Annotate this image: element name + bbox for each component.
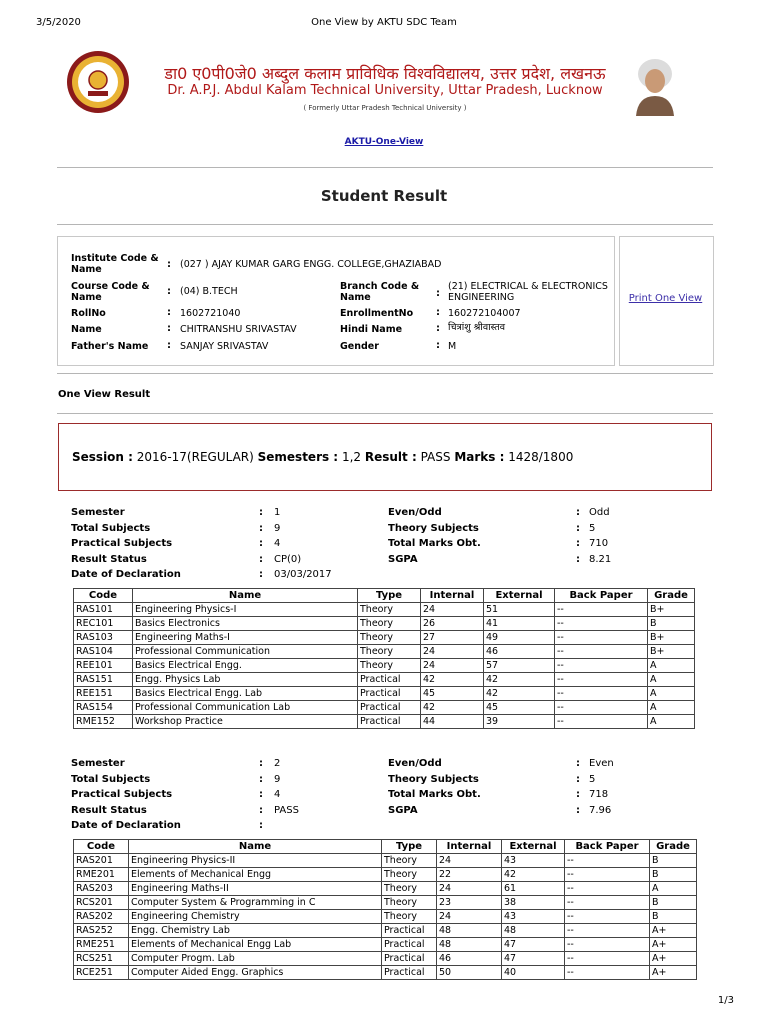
- table-row: [74, 701, 695, 715]
- table-cell: 39: [484, 715, 555, 729]
- divider: [57, 413, 713, 414]
- date-of-declaration-value: 03/03/2017: [274, 569, 332, 581]
- table-cell: RCE251: [74, 966, 129, 980]
- table-cell: 43: [502, 854, 565, 868]
- table-cell: 42: [421, 673, 484, 687]
- print-one-view-link[interactable]: Print One View: [628, 293, 703, 304]
- table-cell: Professional Communication Lab: [133, 701, 358, 715]
- even-odd-value: Odd: [589, 507, 610, 518]
- colon: :: [436, 288, 440, 299]
- table-cell: A: [648, 687, 695, 701]
- colon: :: [259, 507, 263, 518]
- table-header-row: [74, 589, 695, 603]
- table-cell: A+: [650, 924, 697, 938]
- hindi-name-value: चित्रांशु श्रीवास्तव: [448, 322, 505, 333]
- table-cell: Computer Progm. Lab: [129, 952, 382, 966]
- table-cell: --: [555, 715, 648, 729]
- theory-subjects-label: Theory Subjects: [388, 773, 479, 785]
- even-odd-value: Even: [589, 758, 614, 769]
- table-cell: A: [650, 882, 697, 896]
- colon: :: [576, 773, 580, 785]
- table-cell: --: [565, 952, 650, 966]
- colon: :: [576, 758, 580, 769]
- table-cell: RAS201: [74, 854, 129, 868]
- table-cell: --: [555, 617, 648, 631]
- sgpa-label: SGPA: [388, 804, 418, 816]
- table-cell: --: [565, 966, 650, 980]
- colon: :: [259, 553, 263, 565]
- gender-label: Gender: [340, 341, 379, 352]
- table-cell: 24: [421, 659, 484, 673]
- table-row: [74, 645, 695, 659]
- table-cell: 26: [421, 617, 484, 631]
- table-cell: --: [565, 868, 650, 882]
- column-header: Internal: [437, 840, 502, 854]
- table-cell: A+: [650, 938, 697, 952]
- table-row: [74, 631, 695, 645]
- table-row: [74, 924, 697, 938]
- table-cell: --: [555, 687, 648, 701]
- portrait-icon: [630, 54, 680, 116]
- table-cell: 24: [421, 603, 484, 617]
- column-header: Name: [133, 589, 358, 603]
- colon: :: [259, 538, 263, 550]
- semester-value: 2: [274, 758, 281, 769]
- table-cell: 41: [484, 617, 555, 631]
- table-cell: 48: [502, 924, 565, 938]
- table-cell: A: [648, 715, 695, 729]
- gender-value: M: [448, 341, 457, 352]
- table-cell: B: [650, 910, 697, 924]
- table-cell: --: [555, 701, 648, 715]
- table-cell: 47: [502, 952, 565, 966]
- marks-value: 1428/1800: [508, 450, 574, 464]
- total-marks-value: 718: [589, 789, 609, 801]
- table-cell: 22: [437, 868, 502, 882]
- table-cell: Theory: [382, 882, 437, 896]
- result-table: [73, 839, 697, 980]
- table-cell: A: [648, 701, 695, 715]
- table-cell: --: [555, 645, 648, 659]
- colon: :: [436, 307, 440, 318]
- print-title: One View by AKTU SDC Team: [311, 17, 457, 28]
- table-cell: 49: [484, 631, 555, 645]
- table-cell: --: [565, 896, 650, 910]
- table-cell: 45: [421, 687, 484, 701]
- colon: :: [576, 522, 580, 534]
- semesters-value: 1,2: [341, 450, 362, 464]
- name-label: Name: [71, 324, 102, 335]
- table-cell: RAS151: [74, 673, 133, 687]
- sgpa-value: 7.96: [589, 804, 612, 816]
- table-cell: 43: [502, 910, 565, 924]
- column-header: Type: [358, 589, 421, 603]
- colon: :: [259, 773, 263, 785]
- table-row: [74, 603, 695, 617]
- semester-value: 1: [274, 507, 281, 518]
- colon: :: [167, 307, 171, 318]
- table-cell: 46: [484, 645, 555, 659]
- table-cell: Engineering Physics-II: [129, 854, 382, 868]
- institute-label: Institute Code & Name: [71, 253, 159, 275]
- table-cell: Theory: [382, 868, 437, 882]
- enrollment-value: 160272104007: [448, 308, 521, 319]
- table-cell: --: [565, 882, 650, 896]
- table-cell: --: [565, 924, 650, 938]
- table-cell: --: [555, 631, 648, 645]
- colon: :: [167, 286, 171, 297]
- father-name-label: Father's Name: [71, 341, 149, 352]
- table-cell: Computer Aided Engg. Graphics: [129, 966, 382, 980]
- semesters-label: Semesters :: [257, 450, 339, 464]
- page-title: Student Result: [320, 187, 448, 205]
- column-header: Internal: [421, 589, 484, 603]
- table-cell: 42: [421, 701, 484, 715]
- column-header: Code: [74, 840, 129, 854]
- branch-value: (21) ELECTRICAL & ELECTRONICS ENGINEERING: [448, 281, 608, 303]
- colon: :: [576, 538, 580, 550]
- table-cell: Theory: [358, 645, 421, 659]
- table-cell: Practical: [382, 966, 437, 980]
- table-cell: 51: [484, 603, 555, 617]
- father-name-value: SANJAY SRIVASTAV: [180, 341, 269, 352]
- university-name-hindi: डा0 ए0पी0जे0 अब्दुल कलाम प्राविधिक विश्वविद्यालय, उत्तर प्रदेश, लखनऊ: [164, 64, 606, 83]
- table-cell: Practical: [358, 687, 421, 701]
- table-cell: Basics Electrical Engg. Lab: [133, 687, 358, 701]
- table-cell: --: [565, 938, 650, 952]
- table-cell: Theory: [358, 631, 421, 645]
- even-odd-label: Even/Odd: [388, 758, 442, 769]
- colon: :: [259, 789, 263, 801]
- table-cell: 50: [437, 966, 502, 980]
- marks-label: Marks :: [454, 450, 505, 464]
- column-header: Type: [382, 840, 437, 854]
- table-cell: A: [648, 659, 695, 673]
- table-row: [74, 687, 695, 701]
- table-cell: RAS203: [74, 882, 129, 896]
- table-cell: RME251: [74, 938, 129, 952]
- result-table: [73, 588, 695, 729]
- result-label: Result :: [364, 450, 417, 464]
- table-cell: B: [648, 617, 695, 631]
- result-value: PASS: [420, 450, 451, 464]
- table-cell: Theory: [382, 896, 437, 910]
- table-cell: B: [650, 896, 697, 910]
- table-cell: 42: [502, 868, 565, 882]
- result-status-value: CP(0): [274, 553, 302, 565]
- page-number: 1/3: [717, 995, 734, 1006]
- table-cell: RAS202: [74, 910, 129, 924]
- session-label: Session :: [72, 450, 133, 464]
- table-cell: A+: [650, 966, 697, 980]
- colon: :: [167, 323, 171, 334]
- table-row: [74, 715, 695, 729]
- colon: :: [576, 789, 580, 801]
- divider: [57, 167, 713, 168]
- column-header: Grade: [650, 840, 697, 854]
- table-cell: RCS251: [74, 952, 129, 966]
- colon: :: [259, 758, 263, 769]
- table-cell: Engg. Physics Lab: [133, 673, 358, 687]
- table-row: [74, 952, 697, 966]
- column-header: External: [502, 840, 565, 854]
- university-seal-icon: [66, 50, 130, 114]
- table-cell: 61: [502, 882, 565, 896]
- result-status-label: Result Status: [71, 804, 147, 816]
- table-cell: B: [650, 854, 697, 868]
- colon: :: [259, 522, 263, 534]
- table-cell: Professional Communication: [133, 645, 358, 659]
- table-cell: Practical: [358, 715, 421, 729]
- total-marks-value: 710: [589, 538, 609, 550]
- colon: :: [259, 569, 263, 581]
- column-header: Grade: [648, 589, 695, 603]
- divider: [57, 224, 713, 225]
- table-cell: A+: [650, 952, 697, 966]
- table-cell: REE151: [74, 687, 133, 701]
- table-cell: --: [555, 673, 648, 687]
- table-cell: 48: [437, 938, 502, 952]
- table-cell: 24: [437, 882, 502, 896]
- practical-subjects-value: 4: [274, 538, 281, 550]
- total-subjects-label: Total Subjects: [71, 522, 151, 534]
- colon: :: [259, 804, 263, 816]
- table-cell: Engineering Chemistry: [129, 910, 382, 924]
- sgpa-value: 8.21: [589, 553, 612, 565]
- date-of-declaration-label: Date of Declaration: [71, 569, 181, 581]
- table-row: [74, 910, 697, 924]
- table-cell: Theory: [358, 617, 421, 631]
- sgpa-label: SGPA: [388, 553, 418, 565]
- table-cell: A: [648, 673, 695, 687]
- table-row: [74, 673, 695, 687]
- table-cell: B+: [648, 645, 695, 659]
- table-cell: Elements of Mechanical Engg: [129, 868, 382, 882]
- session-summary: [72, 450, 573, 464]
- table-cell: Engineering Maths-I: [133, 631, 358, 645]
- table-cell: RAS101: [74, 603, 133, 617]
- column-header: External: [484, 589, 555, 603]
- table-row: [74, 896, 697, 910]
- table-cell: RAS103: [74, 631, 133, 645]
- table-cell: Theory: [358, 659, 421, 673]
- table-cell: Theory: [382, 854, 437, 868]
- course-value: (04) B.TECH: [180, 286, 238, 297]
- total-marks-label: Total Marks Obt.: [388, 789, 481, 801]
- table-cell: 24: [421, 645, 484, 659]
- colon: :: [167, 259, 171, 270]
- theory-subjects-value: 5: [589, 773, 596, 785]
- column-header: Back Paper: [555, 589, 648, 603]
- table-cell: RME152: [74, 715, 133, 729]
- table-cell: 46: [437, 952, 502, 966]
- rollno-label: RollNo: [71, 308, 106, 319]
- total-subjects-label: Total Subjects: [71, 773, 151, 785]
- table-cell: Practical: [382, 952, 437, 966]
- column-header: Name: [129, 840, 382, 854]
- colon: :: [576, 507, 580, 518]
- practical-subjects-label: Practical Subjects: [71, 538, 173, 550]
- even-odd-label: Even/Odd: [388, 507, 442, 518]
- date-of-declaration-label: Date of Declaration: [71, 820, 181, 832]
- table-row: [74, 882, 697, 896]
- session-value: 2016-17(REGULAR): [136, 450, 254, 464]
- semester-label: Semester: [71, 507, 125, 518]
- table-row: [74, 659, 695, 673]
- table-cell: RME201: [74, 868, 129, 882]
- hindi-name-label: Hindi Name: [340, 324, 403, 335]
- table-row: [74, 938, 697, 952]
- table-cell: 38: [502, 896, 565, 910]
- colon: :: [436, 340, 440, 351]
- table-cell: B+: [648, 603, 695, 617]
- table-cell: Engineering Physics-I: [133, 603, 358, 617]
- table-cell: --: [555, 659, 648, 673]
- theory-subjects-label: Theory Subjects: [388, 522, 479, 534]
- table-row: [74, 966, 697, 980]
- table-cell: Theory: [358, 603, 421, 617]
- divider: [57, 373, 713, 374]
- column-header: Code: [74, 589, 133, 603]
- table-cell: B+: [648, 631, 695, 645]
- practical-subjects-value: 4: [274, 789, 281, 801]
- university-name-english: Dr. A.P.J. Abdul Kalam Technical University, Uttar Pradesh, Lucknow: [167, 83, 603, 98]
- colon: :: [259, 820, 263, 832]
- aktu-one-view-link[interactable]: AKTU-One-View: [344, 137, 424, 147]
- table-cell: --: [565, 910, 650, 924]
- table-cell: 42: [484, 673, 555, 687]
- practical-subjects-label: Practical Subjects: [71, 789, 173, 801]
- table-cell: RAS154: [74, 701, 133, 715]
- university-formerly: ( Formerly Uttar Pradesh Technical University ): [303, 104, 467, 112]
- table-cell: Elements of Mechanical Engg Lab: [129, 938, 382, 952]
- colon: :: [436, 323, 440, 334]
- table-cell: Practical: [382, 938, 437, 952]
- table-cell: Computer System & Programming in C: [129, 896, 382, 910]
- column-header: Back Paper: [565, 840, 650, 854]
- total-subjects-value: 9: [274, 773, 281, 785]
- table-cell: 47: [502, 938, 565, 952]
- theory-subjects-value: 5: [589, 522, 596, 534]
- table-cell: Practical: [382, 924, 437, 938]
- table-cell: REE101: [74, 659, 133, 673]
- table-cell: Workshop Practice: [133, 715, 358, 729]
- table-header-row: [74, 840, 697, 854]
- table-cell: 40: [502, 966, 565, 980]
- table-cell: RAS104: [74, 645, 133, 659]
- table-cell: RAS252: [74, 924, 129, 938]
- table-cell: Basics Electronics: [133, 617, 358, 631]
- table-cell: --: [555, 603, 648, 617]
- table-cell: 24: [437, 910, 502, 924]
- table-cell: Basics Electrical Engg.: [133, 659, 358, 673]
- print-date: 3/5/2020: [36, 17, 81, 28]
- table-cell: 48: [437, 924, 502, 938]
- colon: :: [576, 553, 580, 565]
- one-view-result-heading: One View Result: [58, 389, 151, 400]
- colon: :: [167, 340, 171, 351]
- table-cell: Practical: [358, 673, 421, 687]
- branch-label: Branch Code & Name: [340, 281, 420, 303]
- table-cell: RCS201: [74, 896, 129, 910]
- institute-value: (027 ) AJAY KUMAR GARG ENGG. COLLEGE,GHAZIABAD: [180, 259, 442, 270]
- semester-label: Semester: [71, 758, 125, 769]
- enrollment-label: EnrollmentNo: [340, 308, 414, 319]
- table-cell: 23: [437, 896, 502, 910]
- table-cell: 45: [484, 701, 555, 715]
- rollno-value: 1602721040: [180, 308, 241, 319]
- result-status-label: Result Status: [71, 553, 147, 565]
- table-cell: 57: [484, 659, 555, 673]
- table-row: [74, 868, 697, 882]
- total-subjects-value: 9: [274, 522, 281, 534]
- table-cell: B: [650, 868, 697, 882]
- result-status-value: PASS: [274, 804, 299, 816]
- table-cell: --: [565, 854, 650, 868]
- table-cell: 42: [484, 687, 555, 701]
- table-row: [74, 617, 695, 631]
- total-marks-label: Total Marks Obt.: [388, 538, 481, 550]
- course-label: Course Code & Name: [71, 281, 150, 303]
- table-cell: Engineering Maths-II: [129, 882, 382, 896]
- table-cell: Engg. Chemistry Lab: [129, 924, 382, 938]
- table-cell: 24: [437, 854, 502, 868]
- name-value: CHITRANSHU SRIVASTAV: [180, 324, 297, 335]
- table-cell: 27: [421, 631, 484, 645]
- table-cell: Theory: [382, 910, 437, 924]
- table-cell: 44: [421, 715, 484, 729]
- table-row: [74, 854, 697, 868]
- table-cell: REC101: [74, 617, 133, 631]
- colon: :: [576, 804, 580, 816]
- table-cell: Practical: [358, 701, 421, 715]
